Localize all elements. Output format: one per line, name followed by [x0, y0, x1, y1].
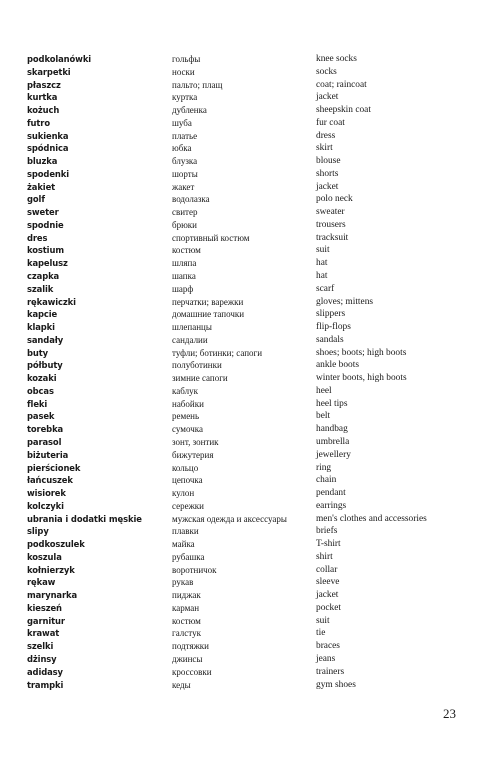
polish-term: rękaw [27, 577, 56, 588]
polish-term: dres [27, 232, 48, 243]
english-translation: gloves; mittens [316, 296, 374, 307]
polish-term: skarpetki [27, 66, 71, 77]
vocab-row [27, 627, 457, 640]
polish-term: koszula [27, 551, 62, 562]
english-translation: pocket [316, 602, 341, 613]
english-translation: sleeve [316, 577, 340, 588]
english-translation: jeans [316, 653, 336, 664]
english-translation: shorts [316, 168, 339, 179]
polish-term: fleki [27, 398, 48, 409]
polish-term: obcas [27, 385, 54, 396]
polish-term: podkolanówki [27, 54, 92, 64]
english-translation: belt [316, 411, 331, 422]
russian-translation: джинсы [172, 653, 203, 664]
russian-translation: водолазка [172, 194, 210, 205]
russian-translation: рубашка [172, 551, 205, 562]
english-translation: ankle boots [316, 360, 359, 371]
english-translation: braces [316, 641, 340, 652]
english-translation: jacket [316, 92, 339, 103]
russian-translation: каблук [172, 385, 198, 396]
vocab-row [27, 219, 457, 232]
russian-translation: куртка [172, 92, 198, 103]
english-translation: gym shoes [316, 679, 356, 690]
polish-term: spodnie [27, 219, 64, 230]
vocab-row [27, 410, 457, 423]
vocab-row [27, 296, 457, 309]
vocab-row [27, 462, 457, 475]
vocab-row [27, 232, 457, 245]
russian-translation: дубленка [172, 105, 207, 116]
english-translation: fur coat [316, 117, 345, 128]
russian-translation: свитер [172, 207, 198, 218]
russian-translation: платье [172, 130, 198, 141]
english-translation: skirt [316, 143, 333, 154]
russian-translation: плавки [172, 526, 199, 537]
russian-translation: блузка [172, 156, 198, 167]
english-translation: earrings [316, 500, 347, 511]
russian-translation: пиджак [172, 590, 201, 601]
polish-term: golf [27, 194, 45, 205]
russian-translation: туфли; ботинки; сапоги [172, 347, 263, 358]
english-translation: ring [316, 462, 332, 473]
russian-translation: кеды [172, 679, 191, 690]
russian-translation: гольфы [172, 54, 201, 64]
english-translation: knee socks [316, 54, 357, 64]
english-translation: tracksuit [316, 232, 349, 243]
polish-term: klapki [27, 322, 55, 333]
english-translation: slippers [316, 309, 346, 320]
russian-translation: карман [172, 602, 200, 613]
vocab-row [27, 551, 457, 564]
polish-term: dżinsy [27, 653, 57, 664]
russian-translation: юбка [172, 143, 192, 154]
russian-translation: набойки [172, 398, 204, 409]
english-translation: socks [316, 66, 337, 77]
russian-translation: рукав [172, 577, 194, 588]
polish-term: buty [27, 347, 49, 358]
polish-term: podkoszulek [27, 539, 85, 550]
russian-translation: спортивный костюм [172, 232, 250, 243]
english-translation: jewellery [316, 449, 351, 460]
vocab-row [27, 564, 457, 577]
russian-translation: кроссовки [172, 666, 212, 677]
russian-translation: домашние тапочки [172, 309, 245, 320]
vocab-row [27, 206, 457, 219]
russian-translation: сережки [172, 500, 205, 511]
vocab-row [27, 257, 457, 270]
russian-translation: ремень [172, 411, 200, 422]
russian-translation: перчатки; варежки [172, 296, 244, 307]
vocab-row [27, 53, 457, 66]
russian-translation: кольцо [172, 462, 199, 473]
vocabulary-list [27, 53, 457, 691]
vocab-row [27, 436, 457, 449]
polish-term: kolczyki [27, 500, 64, 511]
english-translation: T-shirt [316, 539, 341, 550]
polish-term: szelki [27, 641, 54, 652]
polish-term: slipy [27, 526, 49, 537]
polish-term: parasol [27, 436, 62, 447]
polish-term: marynarka [27, 590, 78, 601]
polish-term: wisiorek [27, 488, 66, 499]
russian-translation: подтяжки [172, 641, 209, 652]
vocab-row [27, 155, 457, 168]
vocab-row [27, 500, 457, 513]
vocab-row [27, 79, 457, 92]
vocab-row [27, 142, 457, 155]
vocab-row [27, 474, 457, 487]
polish-term: adidasy [27, 666, 63, 677]
polish-term: ubrania i dodatki męskie [27, 513, 142, 524]
vocab-row [27, 640, 457, 653]
vocab-row [27, 347, 457, 360]
english-translation: trainers [316, 666, 345, 677]
vocab-row [27, 525, 457, 538]
english-translation: heel tips [316, 398, 348, 409]
vocab-row [27, 679, 457, 692]
polish-term: żakiet [27, 181, 56, 192]
english-translation: heel [316, 385, 332, 396]
russian-translation: брюки [172, 219, 197, 230]
polish-term: półbuty [27, 360, 63, 371]
russian-translation: пальто; плащ [172, 79, 223, 90]
russian-translation: жакет [172, 181, 195, 192]
russian-translation: шапка [172, 271, 196, 282]
vocab-row [27, 538, 457, 551]
polish-term: spodenki [27, 168, 70, 179]
english-translation: scarf [316, 283, 335, 294]
vocab-row [27, 321, 457, 334]
vocab-row [27, 385, 457, 398]
polish-term: płaszcz [27, 79, 61, 90]
polish-term: kapcie [27, 309, 58, 320]
polish-term: kołnierzyk [27, 564, 75, 575]
polish-term: łańcuszek [27, 475, 73, 486]
polish-term: kapelusz [27, 258, 68, 269]
polish-term: szalik [27, 283, 54, 294]
vocab-row [27, 117, 457, 130]
english-translation: trousers [316, 219, 346, 230]
english-translation: hat [316, 258, 328, 269]
vocab-row [27, 104, 457, 117]
english-translation: dress [316, 130, 336, 141]
russian-translation: шорты [172, 168, 198, 179]
polish-term: kostium [27, 245, 64, 256]
english-translation: men's clothes and accessories [316, 513, 427, 524]
vocab-row [27, 513, 457, 526]
english-translation: suit [316, 615, 330, 626]
vocab-row [27, 181, 457, 194]
vocab-row [27, 270, 457, 283]
vocab-row [27, 576, 457, 589]
english-translation: shoes; boots; high boots [316, 347, 407, 358]
russian-translation: костюм [172, 615, 201, 626]
english-translation: jacket [316, 181, 339, 192]
vocab-row [27, 66, 457, 79]
vocab-row [27, 130, 457, 143]
vocab-row [27, 398, 457, 411]
vocab-row [27, 449, 457, 462]
english-translation: pendant [316, 488, 346, 499]
english-translation: coat; raincoat [316, 79, 367, 90]
english-translation: chain [316, 475, 337, 486]
polish-term: biżuteria [27, 449, 69, 460]
polish-term: kozaki [27, 373, 57, 384]
english-translation: briefs [316, 526, 338, 537]
polish-term: pasek [27, 411, 55, 422]
english-translation: sandals [316, 334, 344, 345]
russian-translation: шляпа [172, 258, 197, 269]
vocab-row [27, 91, 457, 104]
english-translation: winter boots, high boots [316, 373, 407, 384]
vocab-row [27, 653, 457, 666]
vocab-row [27, 168, 457, 181]
english-translation: jacket [316, 590, 339, 601]
polish-term: sukienka [27, 130, 69, 141]
polish-term: sandały [27, 334, 64, 345]
vocab-row [27, 193, 457, 206]
russian-translation: шлепанцы [172, 322, 212, 333]
russian-translation: галстук [172, 628, 201, 639]
vocab-row [27, 602, 457, 615]
english-translation: handbag [316, 424, 348, 435]
polish-term: trampki [27, 679, 64, 690]
english-translation: sheepskin coat [316, 105, 371, 116]
english-translation: shirt [316, 551, 333, 562]
russian-translation: мужская одежда и аксессуары [172, 513, 287, 524]
vocab-row [27, 372, 457, 385]
vocab-row [27, 308, 457, 321]
russian-translation: зимние сапоги [172, 373, 228, 384]
polish-term: sweter [27, 207, 59, 218]
vocab-row [27, 283, 457, 296]
russian-translation: кулон [172, 488, 195, 499]
russian-translation: сандалии [172, 334, 208, 345]
russian-translation: сумочка [172, 424, 203, 435]
russian-translation: шуба [172, 117, 192, 128]
vocab-row [27, 666, 457, 679]
english-translation: flip-flops [316, 322, 351, 333]
polish-term: futro [27, 117, 50, 128]
polish-term: torebka [27, 424, 64, 435]
page-number: 23 [443, 706, 456, 721]
polish-term: kożuch [27, 105, 60, 116]
russian-translation: шарф [172, 283, 194, 294]
russian-translation: цепочка [172, 475, 203, 486]
russian-translation: носки [172, 66, 195, 77]
vocab-row [27, 423, 457, 436]
english-translation: suit [316, 245, 330, 256]
russian-translation: воротничок [172, 564, 217, 575]
polish-term: spódnica [27, 143, 69, 154]
vocab-row [27, 244, 457, 257]
vocab-row [27, 589, 457, 602]
english-translation: sweater [316, 207, 345, 218]
vocab-row [27, 359, 457, 372]
polish-term: rękawiczki [27, 296, 76, 307]
russian-translation: костюм [172, 245, 201, 256]
russian-translation: полуботинки [172, 360, 222, 371]
vocab-row [27, 487, 457, 500]
vocab-row [27, 615, 457, 628]
english-translation: polo neck [316, 194, 353, 205]
polish-term: kurtka [27, 92, 58, 103]
english-translation: collar [316, 564, 338, 575]
russian-translation: майка [172, 539, 195, 550]
english-translation: blouse [316, 156, 341, 167]
polish-term: czapka [27, 271, 60, 282]
polish-term: pierścionek [27, 462, 81, 473]
polish-term: krawat [27, 628, 60, 639]
english-translation: tie [316, 628, 326, 639]
polish-term: kieszeń [27, 602, 62, 613]
polish-term: bluzka [27, 156, 58, 167]
vocab-row [27, 334, 457, 347]
english-translation: umbrella [316, 436, 350, 447]
english-translation: hat [316, 271, 328, 282]
russian-translation: зонт, зонтик [172, 436, 219, 447]
polish-term: garnitur [27, 615, 65, 626]
russian-translation: бижутерия [172, 449, 214, 460]
